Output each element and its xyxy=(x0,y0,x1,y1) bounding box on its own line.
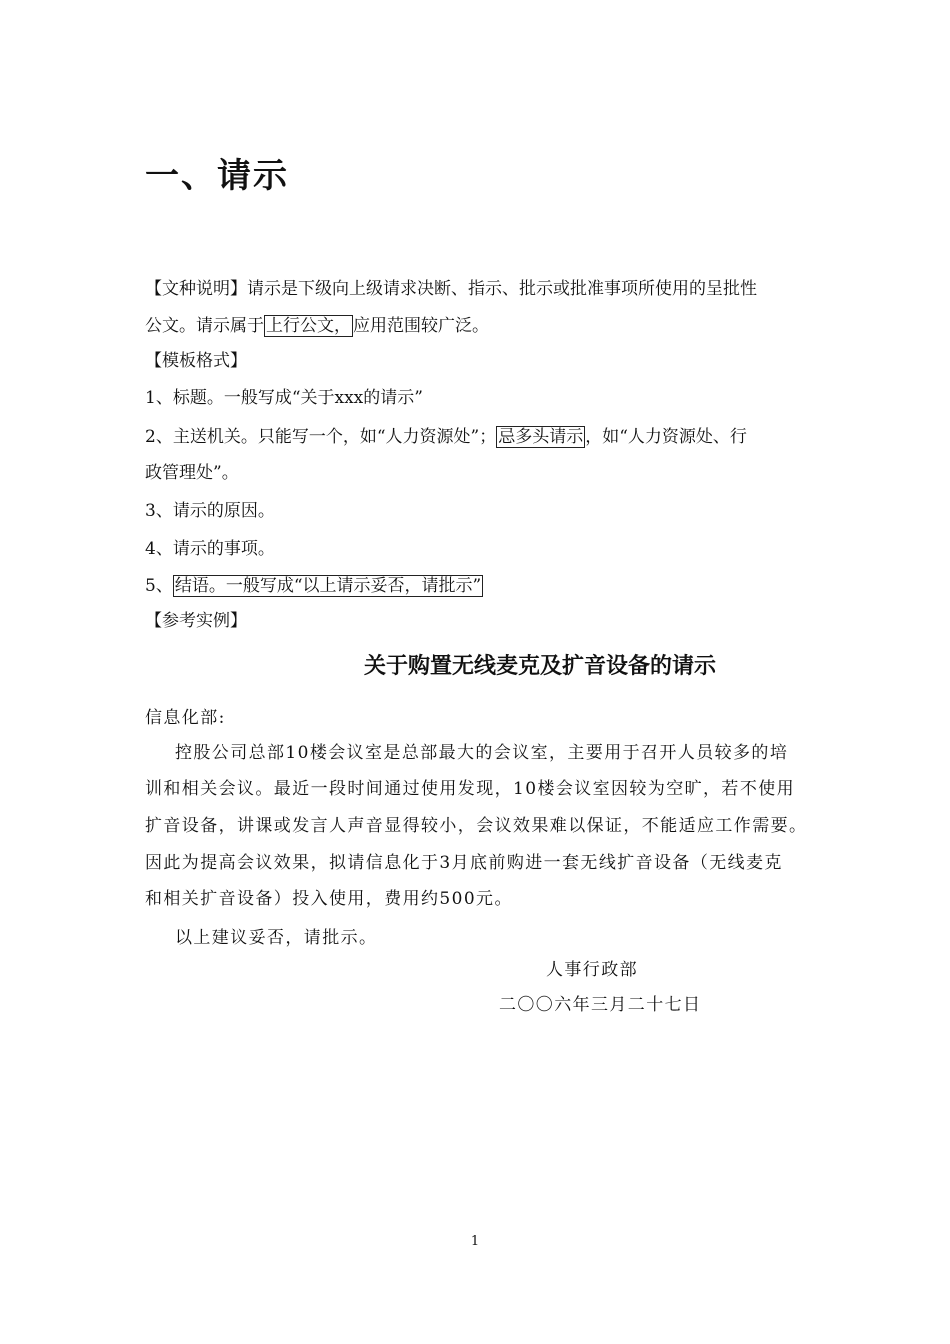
intro-line-2 xyxy=(145,314,489,338)
intro-line-1: 【文种说明】请示是下级向上级请求决断、指示、批示或批准事项所使用的呈批性 xyxy=(145,279,757,299)
section-heading: 一、请示 xyxy=(145,156,289,196)
example-title: 关于购置无线麦克及扩音设备的请示 xyxy=(363,654,716,679)
example-label: 【参考实例】 xyxy=(145,611,247,631)
example-date: 二〇〇六年三月二十七日 xyxy=(499,995,702,1015)
item-5-pre: 5、 xyxy=(145,576,173,596)
example-body-line: 训和相关会议。最近一段时间通过使用发现，10楼会议室因较为空旷，若不使用 xyxy=(145,779,796,799)
template-item-2-cont: 政管理处”。 xyxy=(145,463,239,483)
item-2-boxed-highlight: 忌多头请示 xyxy=(498,427,584,447)
item-2-pre: 2、主送机关。只能写一个，如“人力资源处”； xyxy=(145,427,497,447)
example-recipient: 信息化部: xyxy=(145,708,226,728)
example-closing: 以上建议妥否，请批示。 xyxy=(175,928,378,948)
template-item-5 xyxy=(145,574,483,598)
intro-line-2-pre: 公文。请示属于 xyxy=(145,316,264,336)
template-item-3: 3、请示的原因。 xyxy=(145,501,275,521)
example-body-line: 控股公司总部10楼会议室是总部最大的会议室，主要用于召开人员较多的培 xyxy=(175,743,789,763)
template-item-1: 1、标题。一般写成“关于xxx的请示” xyxy=(145,388,423,408)
example-body-line: 因此为提高会议效果，拟请信息化于3月底前购进一套无线扩音设备（无线麦克 xyxy=(145,853,783,873)
intro-line-2-post: 应用范围较广泛。 xyxy=(353,316,489,336)
intro-boxed-highlight: 上行公文， xyxy=(266,316,351,336)
example-body-line: 和相关扩音设备）投入使用，费用约500元。 xyxy=(145,889,513,909)
template-item-4: 4、请示的事项。 xyxy=(145,539,275,559)
template-label: 【模板格式】 xyxy=(145,351,247,371)
page-number: 1 xyxy=(470,1234,480,1249)
example-signer: 人事行政部 xyxy=(546,960,638,980)
template-item-2 xyxy=(145,425,747,449)
item-5-boxed-highlight: 结语。一般写成“以上请示妥否，请批示” xyxy=(174,576,482,596)
item-2-post: ，如“人力资源处、行 xyxy=(585,427,747,447)
example-body-line: 扩音设备，讲课或发言人声音显得较小，会议效果难以保证，不能适应工作需要。 xyxy=(145,816,808,836)
